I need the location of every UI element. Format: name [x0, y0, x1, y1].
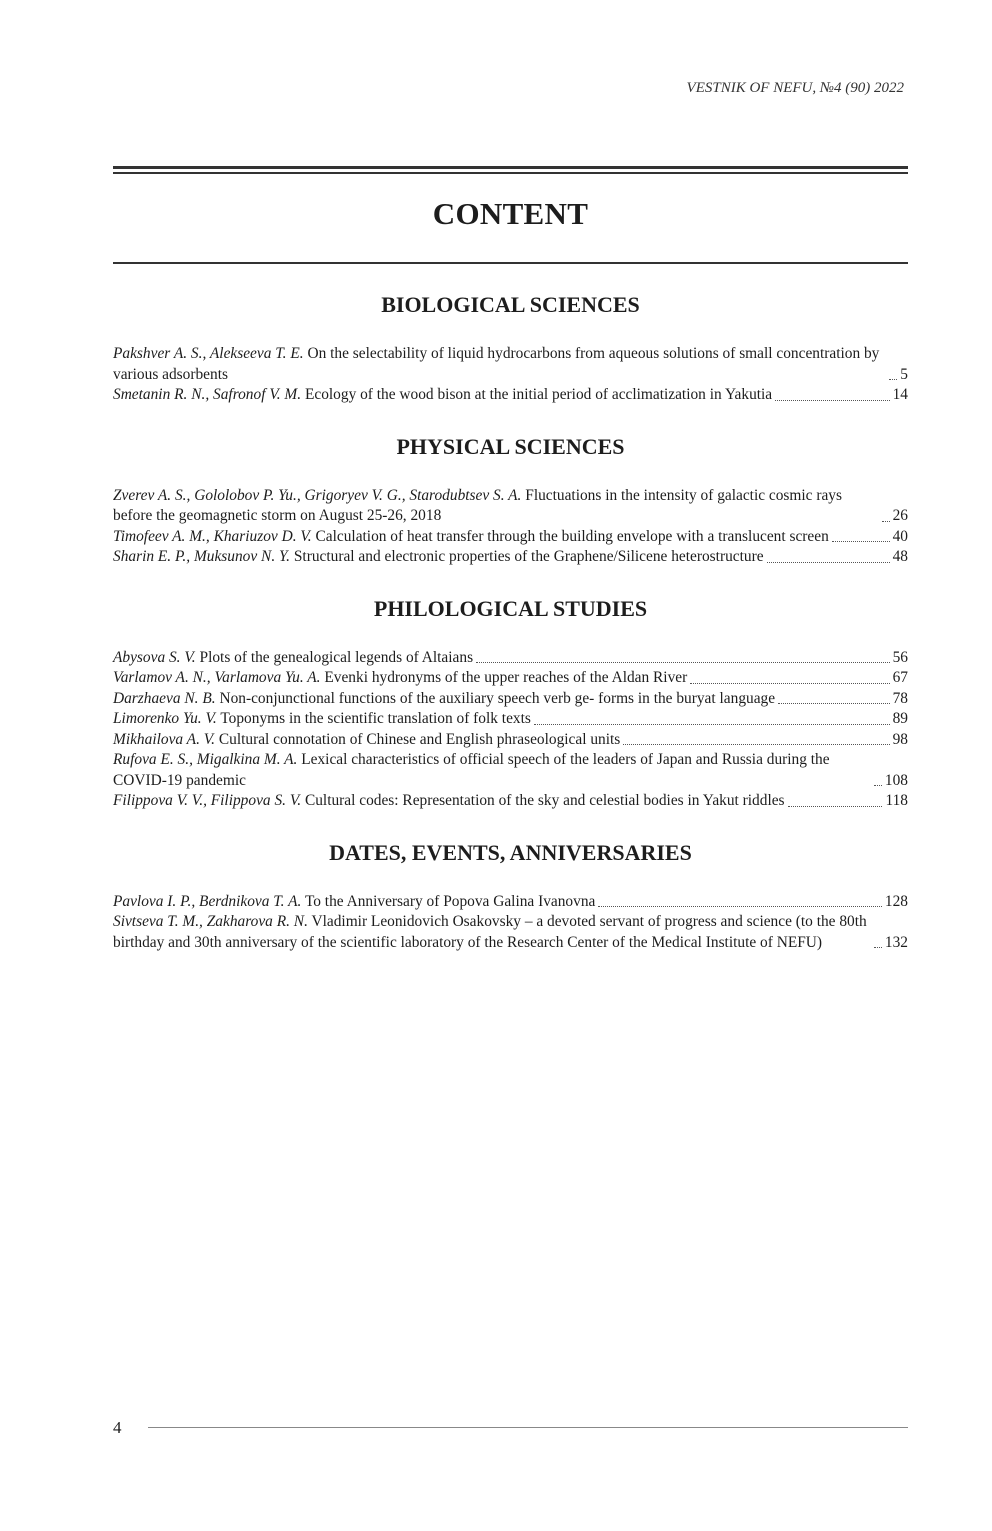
- dot-leader: [889, 379, 897, 380]
- entry-authors: Darzhaeva N. B.: [113, 689, 216, 707]
- entry-page-number: 67: [892, 669, 908, 686]
- toc-entry[interactable]: [113, 892, 908, 913]
- entry-title: [113, 730, 620, 751]
- entry-title-text: Cultural codes: Representation of the sky and celestial bodies in Yakut riddles: [304, 792, 785, 809]
- entry-authors: Pakshver A. S., Alekseeva T. E.: [113, 345, 304, 362]
- entry-authors: Filippova V. V., Filippova S. V.: [113, 792, 302, 809]
- entry-title-text: Lexical characteristics of official speech of the leaders of Japan and Russia during the COVID-19 pandemic: [113, 751, 830, 789]
- toc-entry[interactable]: [113, 527, 908, 548]
- entry-title-text: Fluctuations in the intensity of galactic cosmic rays before the geomagnetic storm on August 25-26, 2018: [113, 486, 842, 524]
- entry-page-number: 56: [892, 648, 908, 666]
- dot-leader: [874, 785, 882, 786]
- dot-leader: [623, 744, 889, 745]
- entry-authors: Mikhailova A. V.: [113, 730, 216, 748]
- toc-section: [113, 594, 908, 812]
- toc-entry[interactable]: [113, 750, 908, 791]
- entry-title: [113, 750, 871, 791]
- toc-entry[interactable]: [113, 547, 908, 568]
- section-title: PHYSICAL SCIENCES: [396, 433, 625, 459]
- entry-authors: Sivtseva T. M., Zakharova R. N.: [113, 913, 308, 930]
- entry-page-number: 89: [892, 710, 908, 727]
- toc-entry[interactable]: [113, 791, 908, 812]
- footer-rule: [148, 1427, 908, 1428]
- entry-title-text: Calculation of heat transfer through the building envelope with a translucent screen: [315, 527, 829, 545]
- dot-leader: [767, 562, 890, 563]
- table-of-contents: [113, 290, 908, 979]
- entry-authors: Pavlova I. P., Berdnikova T. A.: [113, 892, 302, 910]
- entry-title: [113, 689, 775, 710]
- entry-authors: Timofeev A. M., Khariuzov D. V.: [113, 527, 312, 545]
- toc-entry[interactable]: [113, 486, 908, 527]
- entry-title: [113, 385, 772, 406]
- toc-entry[interactable]: [113, 912, 908, 953]
- entry-title: [113, 912, 871, 953]
- entry-page-number: 132: [884, 933, 908, 951]
- dot-leader: [598, 906, 882, 907]
- entry-title: [113, 668, 687, 689]
- entry-authors: Rufova E. S., Migalkina M. A.: [113, 751, 298, 768]
- entry-page-number: 98: [892, 730, 908, 748]
- dot-leader: [534, 724, 890, 725]
- entry-authors: Sharin E. P., Muksunov N. Y.: [113, 548, 291, 565]
- entry-title: [113, 547, 764, 568]
- entry-list: [113, 344, 908, 406]
- toc-section: [113, 290, 908, 406]
- entry-title-text: Toponyms in the scientific translation of folk texts: [220, 710, 531, 727]
- entry-title-text: Structural and electronic properties of the Graphene/Silicene heterostructure: [293, 548, 764, 565]
- dot-leader: [832, 541, 890, 542]
- page-number: 4: [113, 1418, 122, 1437]
- dot-leader: [690, 683, 889, 684]
- entry-authors: Varlamov A. N., Varlamova Yu. A.: [113, 669, 321, 686]
- toc-entry[interactable]: [113, 689, 908, 710]
- entry-page-number: 118: [885, 792, 908, 809]
- entry-page-number: 5: [900, 365, 908, 383]
- entry-list: [113, 892, 908, 954]
- toc-entry[interactable]: [113, 385, 908, 406]
- entry-title-text: Evenki hydronyms of the upper reaches of the Aldan River: [324, 669, 688, 686]
- entry-page-number: 108: [884, 771, 908, 789]
- entry-title-text: To the Anniversary of Popova Galina Ivanovna: [304, 892, 596, 910]
- section-title: DATES, EVENTS, ANNIVERSARIES: [329, 839, 692, 865]
- dot-leader: [788, 806, 883, 807]
- entry-title: [113, 791, 785, 812]
- dot-leader: [882, 521, 890, 522]
- entry-title: [113, 486, 879, 527]
- entry-page-number: 78: [892, 689, 908, 707]
- entry-title: [113, 648, 473, 669]
- entry-page-number: 40: [892, 527, 908, 545]
- entry-title-text: Plots of the genealogical legends of Altaians: [199, 648, 474, 666]
- entry-list: [113, 648, 908, 812]
- entry-title-text: Non-conjunctional functions of the auxiliary speech verb ge- forms in the buryat language: [219, 689, 776, 707]
- journal-header: VESTNIK OF NEFU, №4 (90) 2022: [686, 80, 904, 96]
- dot-leader: [476, 662, 890, 663]
- header-double-rule: [113, 166, 908, 177]
- entry-title-text: Cultural connotation of Chinese and English phraseological units: [218, 730, 621, 748]
- entry-authors: Abysova S. V.: [113, 648, 196, 666]
- entry-authors: Smetanin R. N., Safronof V. M.: [113, 386, 302, 403]
- section-title: BIOLOGICAL SCIENCES: [381, 292, 640, 317]
- toc-section: [113, 838, 908, 954]
- entry-authors: Zverev A. S., Gololobov P. Yu., Grigoryev V. G., Starodubtsev S. A.: [113, 486, 522, 504]
- section-title: PHILOLOGICAL STUDIES: [373, 595, 648, 621]
- toc-entry[interactable]: [113, 648, 908, 669]
- entry-list: [113, 486, 908, 568]
- entry-authors: Limorenko Yu. V.: [113, 710, 217, 727]
- entry-title: [113, 344, 886, 385]
- entry-title-text: Ecology of the wood bison at the initial period of acclimatization in Yakutia: [304, 386, 773, 403]
- page-title: CONTENT: [432, 196, 589, 231]
- entry-page-number: 26: [892, 507, 908, 524]
- dot-leader: [775, 400, 889, 401]
- entry-page-number: 48: [892, 548, 908, 565]
- dot-leader: [874, 947, 882, 948]
- entry-title: [113, 527, 829, 548]
- entry-title: [113, 892, 595, 913]
- entry-page-number: 14: [892, 386, 908, 403]
- entry-title-text: On the selectability of liquid hydrocarbons from aqueous solutions of small concentration by various adsorbents: [113, 345, 880, 383]
- toc-entry[interactable]: [113, 344, 908, 385]
- entry-title-text: Vladimir Leonidovich Osakovsky – a devoted servant of progress and science (to the 80th birthday and 30th anniversary of the scientific laboratory of the Research Center of the Medical Institute of NEFU): [113, 913, 867, 951]
- toc-entry[interactable]: [113, 668, 908, 689]
- toc-section: [113, 432, 908, 568]
- entry-page-number: 128: [884, 892, 908, 910]
- toc-entry[interactable]: [113, 709, 908, 730]
- entry-title: [113, 709, 531, 730]
- title-rule: [113, 262, 908, 264]
- toc-entry[interactable]: [113, 730, 908, 751]
- dot-leader: [778, 703, 890, 704]
